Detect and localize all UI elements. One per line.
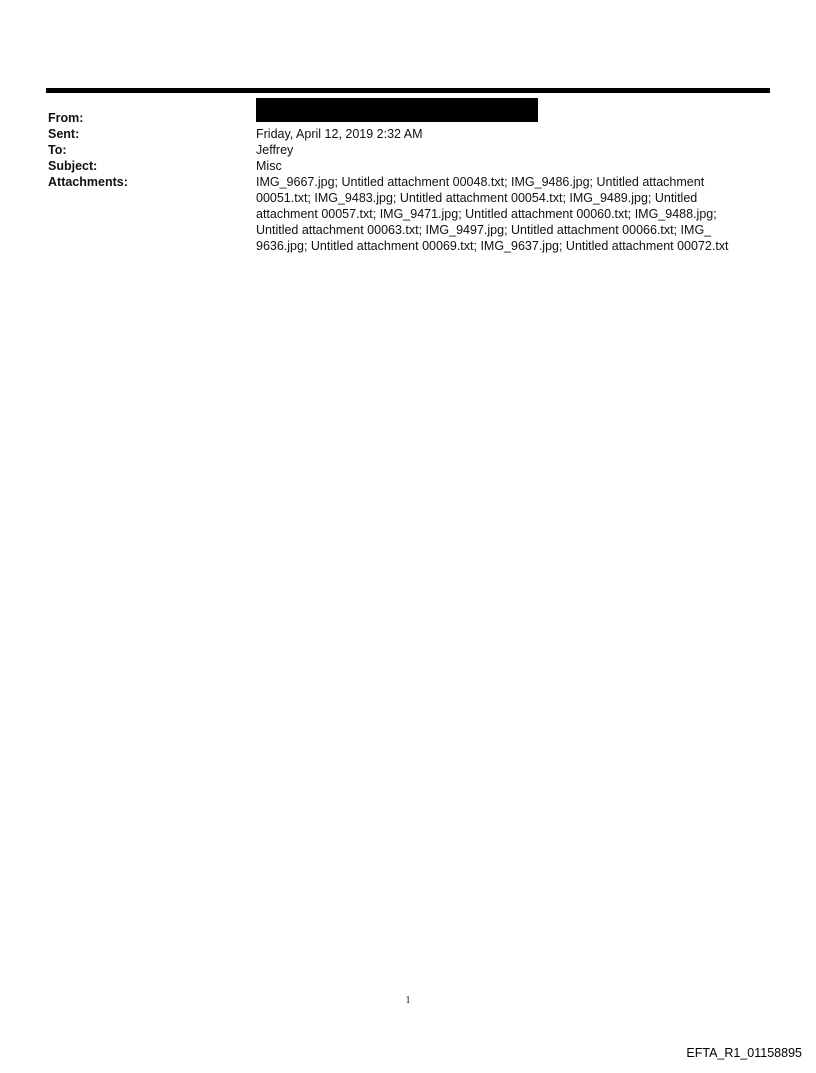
attachments-line: Untitled attachment 00063.txt; IMG_9497.jpg; Untitled attachment 00066.txt; IMG_ <box>256 223 712 237</box>
attachments-value <box>256 174 770 254</box>
to-row <box>48 142 770 158</box>
email-header <box>48 98 770 254</box>
subject-value: Misc <box>256 159 282 173</box>
attachments-row <box>48 174 770 254</box>
sent-label: Sent: <box>48 127 80 141</box>
page-number: 1 <box>405 995 411 1006</box>
attachments-line: IMG_9667.jpg; Untitled attachment 00048.txt; IMG_9486.jpg; Untitled attachment <box>256 175 705 189</box>
attachments-line: attachment 00057.txt; IMG_9471.jpg; Untitled attachment 00060.txt; IMG_9488.jpg; <box>256 207 717 221</box>
attachments-line: 9636.jpg; Untitled attachment 00069.txt; IMG_9637.jpg; Untitled attachment 00072.txt <box>256 239 729 253</box>
subject-row <box>48 158 770 174</box>
sent-value: Friday, April 12, 2019 2:32 AM <box>256 127 423 141</box>
to-label: To: <box>48 143 67 157</box>
from-row <box>48 98 770 126</box>
subject-label: Subject: <box>48 159 98 173</box>
document-id: EFTA_R1_01158895 <box>686 1046 802 1060</box>
attachments-label: Attachments: <box>48 175 128 189</box>
from-label: From: <box>48 111 84 125</box>
to-value: Jeffrey <box>256 143 294 157</box>
header-divider <box>46 88 770 93</box>
redaction-block <box>256 98 538 122</box>
attachments-line: 00051.txt; IMG_9483.jpg; Untitled attachment 00054.txt; IMG_9489.jpg; Untitled <box>256 191 698 205</box>
from-value <box>256 96 770 126</box>
sent-row <box>48 126 770 142</box>
